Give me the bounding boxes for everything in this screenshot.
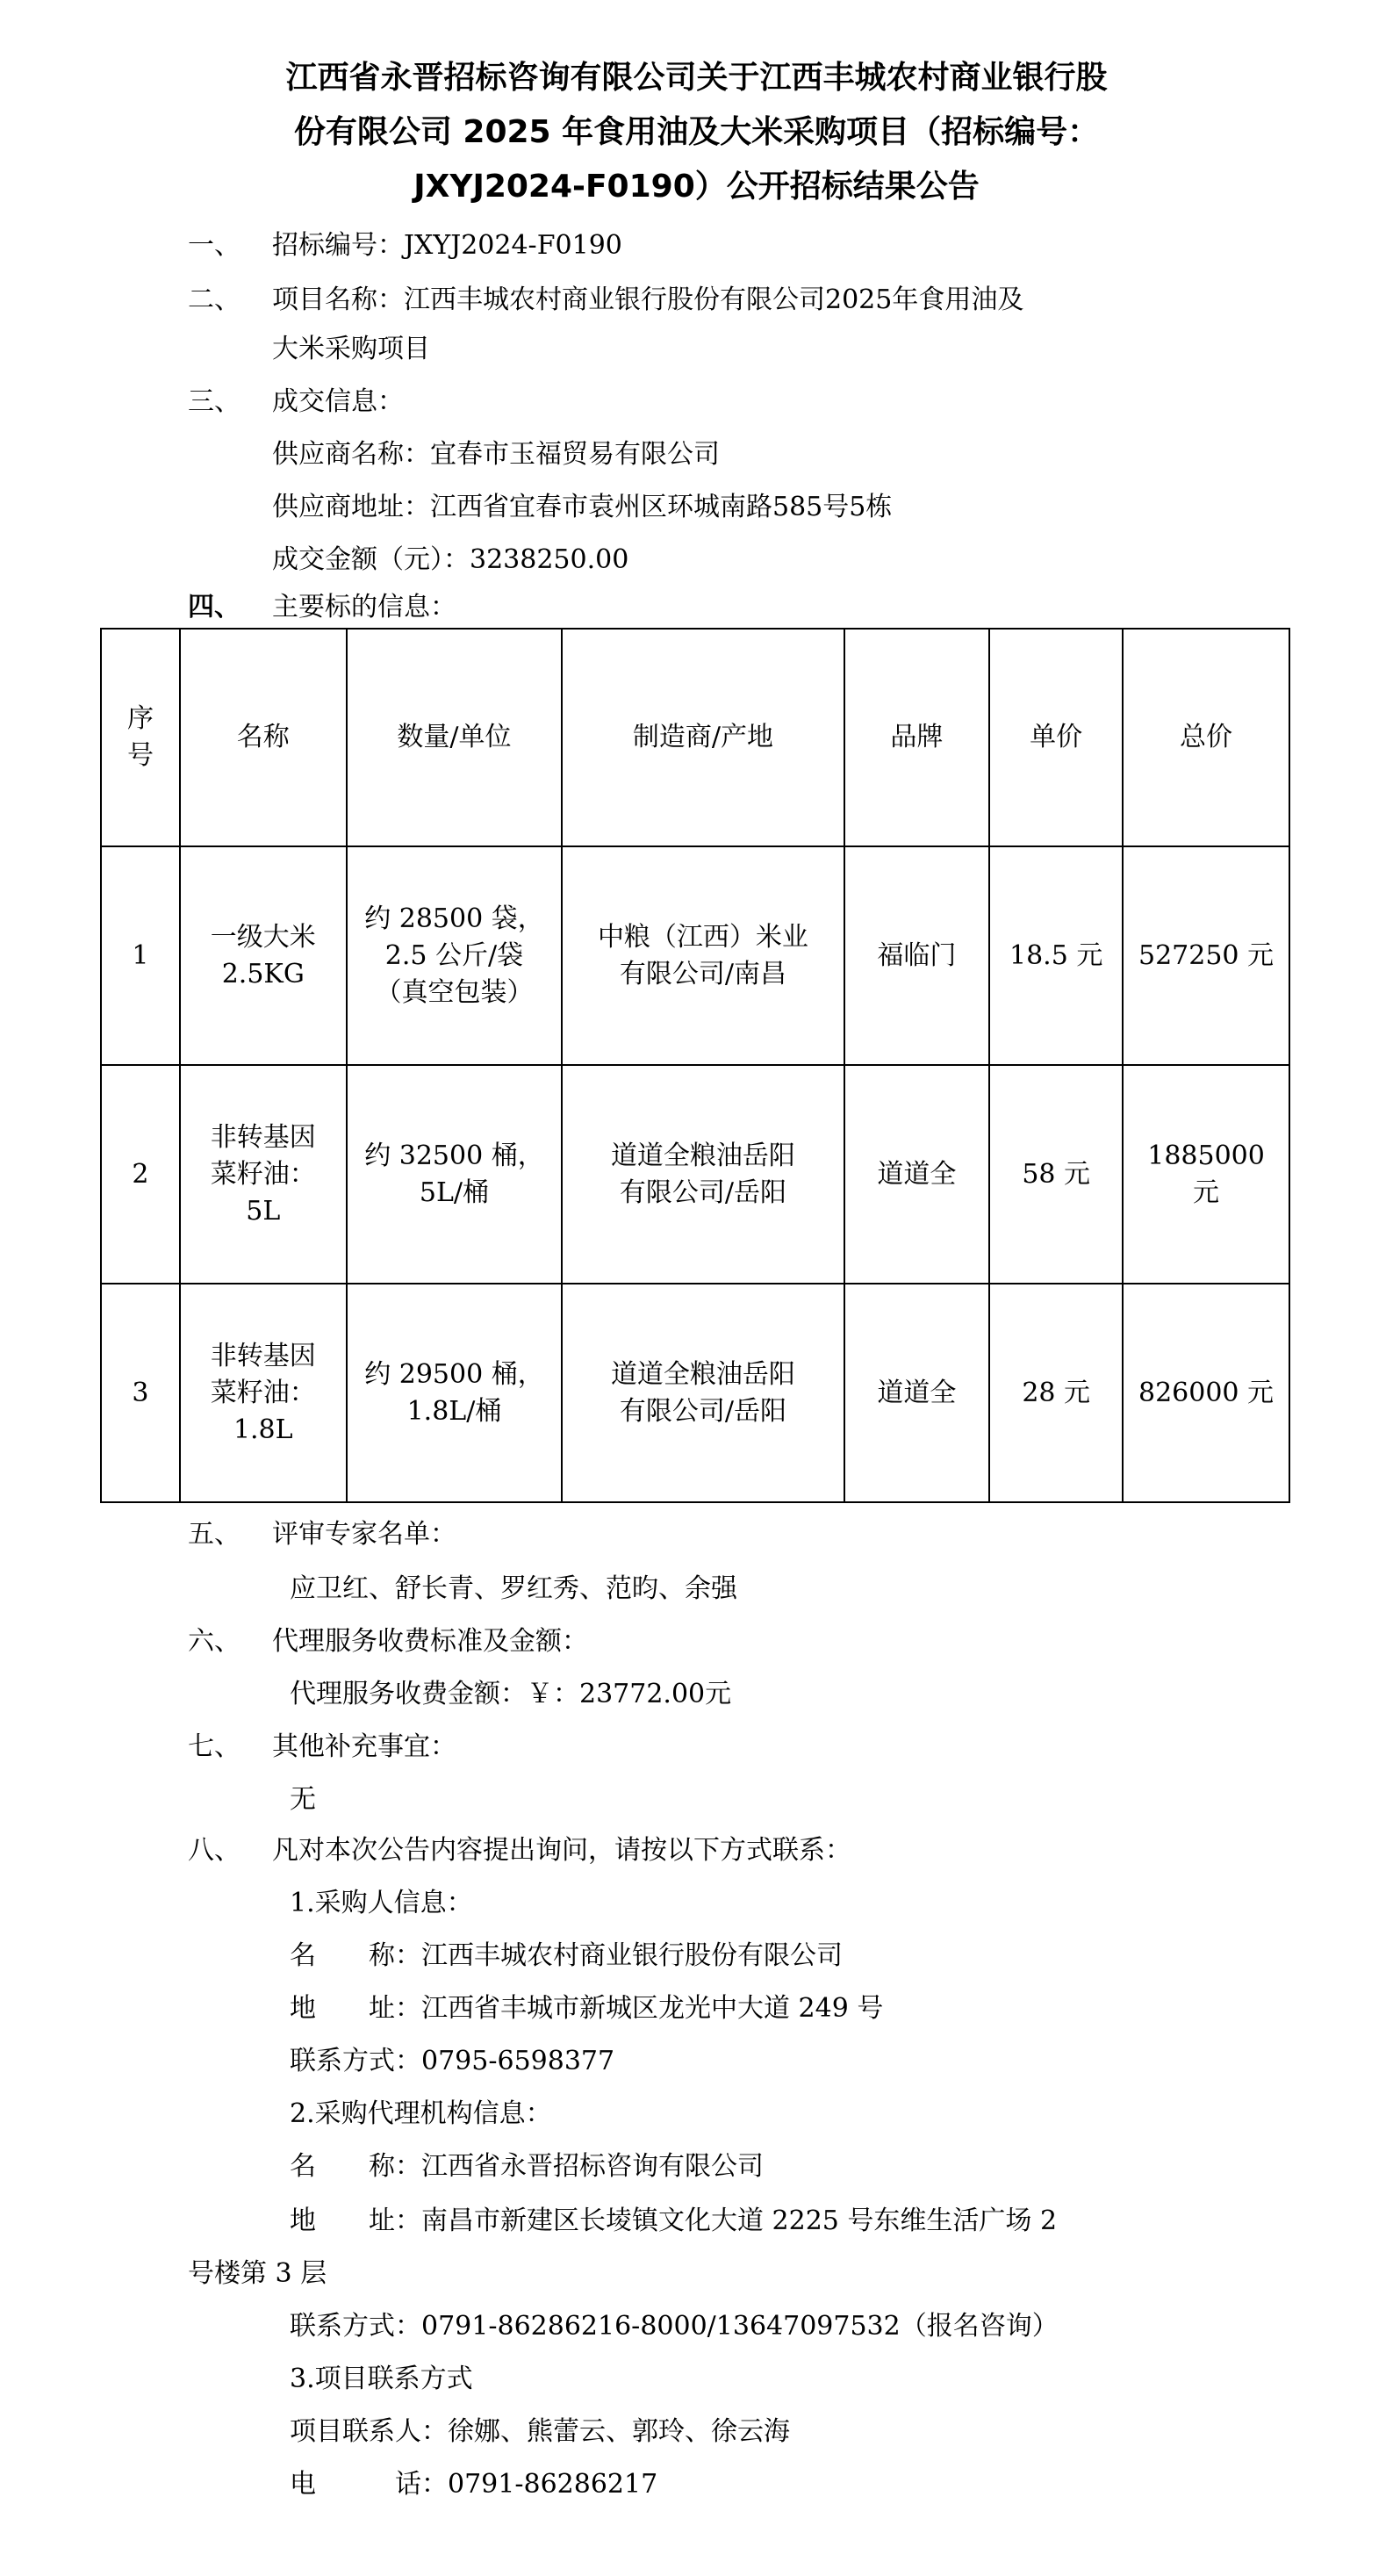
agency-name: 名 称：江西省永晋招标咨询有限公司 [290,2151,764,2182]
purchaser-address: 地 址：江西省丰城市新城区龙光中大道 249 号 [290,1993,884,2024]
project-name-continued: 大米采购项目 [272,334,430,364]
section-number: 七、 [188,1731,241,1762]
section-1 [188,228,622,263]
project-name: 项目名称：江西丰城农村商业银行股份有限公司2025年食用油及 [272,284,1024,315]
section-number: 一、 [188,230,241,261]
deal-info-heading: 成交信息： [272,386,404,417]
section-3 [188,385,404,420]
cell-seq: 3 [101,1284,180,1502]
header-qty: 数量/单位 [347,629,563,846]
header-seq: 序 号 [101,629,180,846]
table-row [101,846,1289,1065]
cell-qty: 约 28500 袋， 2.5 公斤/袋 （真空包装） [347,846,563,1065]
cell-brand: 道道全 [844,1065,990,1284]
header-name: 名称 [180,629,347,846]
cell-seq: 2 [101,1065,180,1284]
experts-list: 应卫红、舒长青、罗红秀、范昀、余强 [290,1573,737,1604]
cell-total: 826000 元 [1123,1284,1289,1502]
announcement-title [0,51,1393,214]
section-number: 三、 [188,386,241,417]
section-7 [188,1730,456,1765]
table-row [101,1284,1289,1502]
agency-fee-amount: 代理服务收费金额：￥：23772.00元 [290,1679,732,1709]
main-items-heading: 主要标的信息： [272,592,456,622]
cell-maker: 道道全粮油岳阳 有限公司/岳阳 [562,1065,844,1284]
cell-maker: 道道全粮油岳阳 有限公司/岳阳 [562,1284,844,1502]
project-contact-heading: 3.项目联系方式 [290,2364,473,2394]
header-brand: 品牌 [844,629,990,846]
section-number: 四、 [188,592,241,622]
cell-name: 非转基因 菜籽油： 1.8L [180,1284,347,1502]
section-5 [188,1517,456,1552]
project-contact-people: 项目联系人：徐娜、熊蕾云、郭玲、徐云海 [290,2416,790,2447]
purchaser-name: 名 称：江西丰城农村商业银行股份有限公司 [290,1940,843,1971]
cell-maker: 中粮（江西）米业 有限公司/南昌 [562,846,844,1065]
section-number: 二、 [188,284,241,315]
table-header-row [101,629,1289,846]
section-number: 六、 [188,1626,241,1657]
header-price: 单价 [989,629,1123,846]
items-table [100,628,1290,1503]
section-6 [188,1624,588,1659]
deal-amount: 成交金额（元）：3238250.00 [272,544,629,575]
supplier-name: 供应商名称：宜春市玉福贸易有限公司 [272,439,720,470]
agency-fee-heading: 代理服务收费标准及金额： [272,1626,588,1657]
purchaser-phone: 联系方式：0795-6598377 [290,2046,615,2076]
project-contact-phone: 电 话：0791-86286217 [290,2469,658,2500]
other-matters-heading: 其他补充事宜： [272,1731,456,1762]
title-line-3: JXYJ2024-F0190）公开招标结果公告 [413,169,980,205]
cell-name: 一级大米 2.5KG [180,846,347,1065]
cell-total: 527250 元 [1123,846,1289,1065]
section-2 [188,283,1023,318]
cell-price: 58 元 [989,1065,1123,1284]
other-matters-detail: 无 [290,1784,316,1815]
cell-price: 18.5 元 [989,846,1123,1065]
header-total: 总价 [1123,629,1289,846]
section-8 [188,1833,851,1868]
agency-address-continued: 号楼第 3 层 [188,2258,327,2289]
cell-price: 28 元 [989,1284,1123,1502]
inquiry-heading: 凡对本次公告内容提出询问，请按以下方式联系： [272,1835,851,1866]
cell-brand: 福临门 [844,846,990,1065]
section-number: 八、 [188,1835,241,1866]
purchaser-heading: 1.采购人信息： [290,1888,473,1918]
tender-number: 招标编号：JXYJ2024-F0190 [272,230,622,261]
section-number: 五、 [188,1519,241,1550]
cell-brand: 道道全 [844,1284,990,1502]
agency-phone: 联系方式：0791-86286216-8000/13647097532（报名咨询） [290,2311,1059,2342]
cell-name: 非转基因 菜籽油： 5L [180,1065,347,1284]
agency-address: 地 址：南昌市新建区长堎镇文化大道 2225 号东维生活广场 2 [290,2205,1058,2236]
cell-qty: 约 32500 桶， 5L/桶 [347,1065,563,1284]
cell-qty: 约 29500 桶， 1.8L/桶 [347,1284,563,1502]
experts-heading: 评审专家名单： [272,1519,456,1550]
cell-total: 1885000 元 [1123,1065,1289,1284]
cell-seq: 1 [101,846,180,1065]
agency-heading: 2.采购代理机构信息： [290,2098,552,2129]
section-4 [188,590,456,625]
table-row [101,1065,1289,1284]
header-maker: 制造商/产地 [562,629,844,846]
title-line-1: 江西省永晋招标咨询有限公司关于江西丰城农村商业银行股 [285,60,1108,96]
title-line-2: 份有限公司 2025 年食用油及大米采购项目（招标编号： [293,114,1100,150]
supplier-address: 供应商地址：江西省宜春市袁州区环城南路585号5栋 [272,492,893,522]
